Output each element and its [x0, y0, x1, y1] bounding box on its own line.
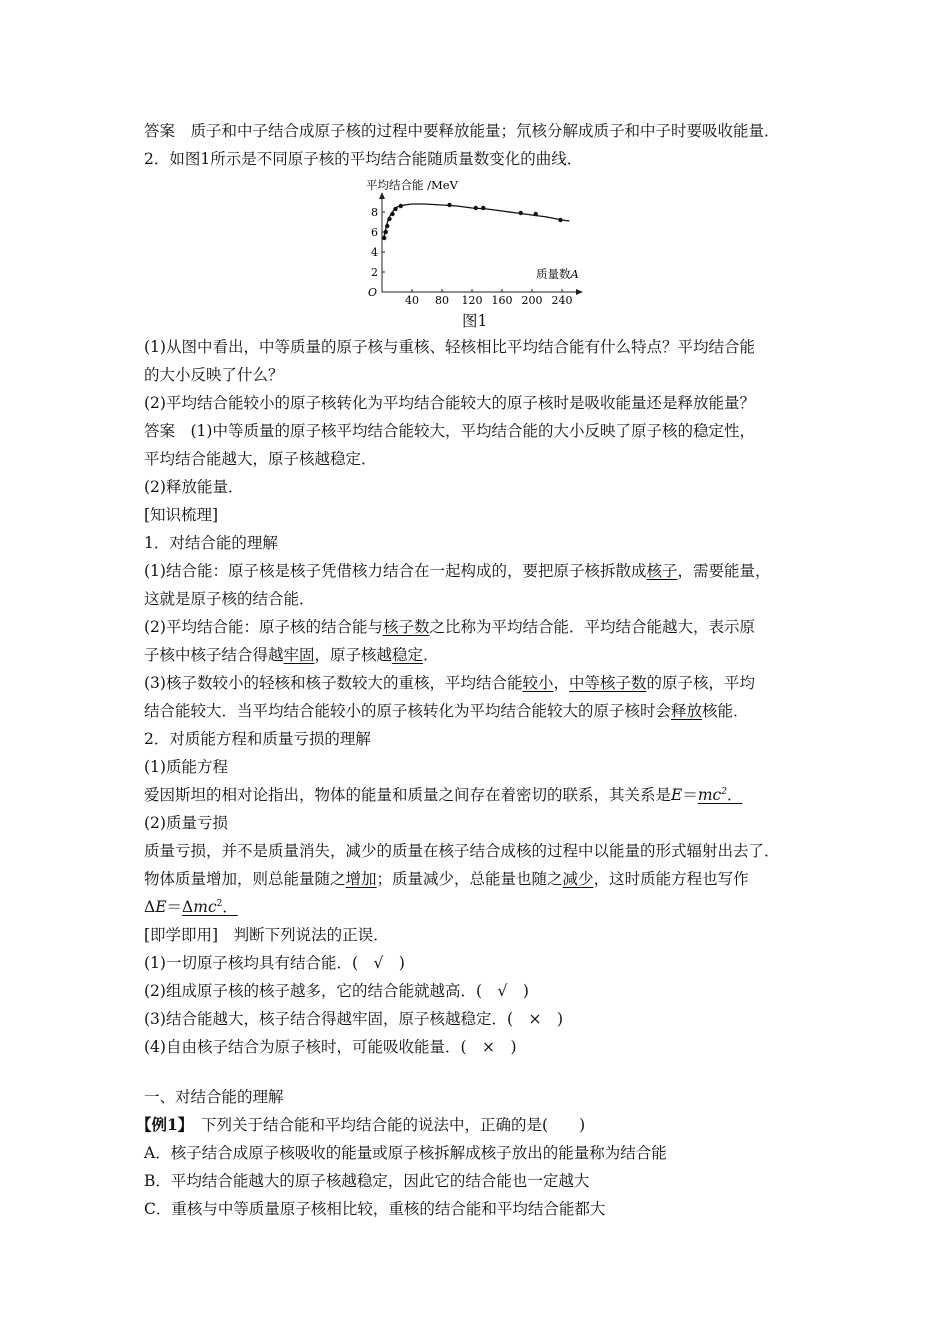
subheading-mass-energy-equation: (1)质能方程: [144, 758, 228, 776]
binding-energy-chart: [360, 174, 590, 304]
paragraph-1-line-1: (1)结合能：原子核是核子凭借核力结合在一起构成的，要把原子核拆散成核子，需要能量，: [144, 562, 771, 580]
paragraph-2-line-2: 子核中核子结合得越牢固，原子核越稳定．: [144, 646, 439, 664]
option-b: B．平均结合能越大的原子核越稳定，因此它的结合能也一定越大: [144, 1172, 590, 1190]
example-1: 【例1】 下列关于结合能和平均结合能的说法中，正确的是( ): [136, 1115, 586, 1134]
einstein-line: 爱因斯坦的相对论指出，物体的能量和质量之间存在着密切的联系，其关系是$E=mc^2$．: [144, 786, 743, 804]
y-axis-label: 平均结合能 /MeV: [366, 178, 458, 192]
blank-decrease: 减少: [562, 870, 594, 888]
blank-smaller: 较小: [522, 674, 554, 692]
blank-delta-mc2: Δmc$^2$．: [182, 898, 238, 916]
blank-nucleon-number: 核子数: [382, 618, 430, 636]
mass-defect-equation: ΔE＝Δmc$^2$．: [144, 898, 238, 916]
heading-binding-energy: 1．对结合能的理解: [144, 534, 278, 552]
blank-mc2: $mc^2$．: [697, 786, 743, 804]
answer-2: (2)释放能量．: [144, 478, 244, 496]
x-tick-label: 200: [521, 294, 543, 304]
paragraph-1-line-2: 这就是原子核的结合能．: [144, 590, 315, 608]
section-heading-1: 一、对结合能的理解: [144, 1088, 284, 1106]
data-point: [399, 204, 403, 208]
blank-nucleon: 核子: [646, 562, 678, 580]
data-point: [390, 212, 394, 216]
x-ticks: [405, 289, 573, 304]
paragraph-3-line-2: 结合能较大．当平均结合能较小的原子核转化为平均结合能较大的原子核时会释放核能．: [144, 702, 749, 720]
judge-item-3: (3)结合能越大，核子结合得越牢固，原子核越稳定．( × ): [144, 1010, 564, 1028]
option-c: C．重核与中等质量原子核相比较，重核的结合能和平均结合能都大: [144, 1200, 606, 1218]
answer-line-1: 答案 质子和中子结合成原子核的过程中要释放能量；氘核分解成质子和中子时要吸收能量．: [144, 122, 780, 140]
x-tick-label: 80: [435, 294, 449, 304]
data-point: [385, 224, 389, 228]
x-axis-label: 质量数A: [536, 267, 579, 281]
data-point: [519, 211, 523, 215]
data-point: [393, 207, 397, 211]
data-point: [558, 218, 562, 222]
y-tick-label: 8: [371, 206, 378, 219]
paragraph-2-line-1: (2)平均结合能：原子核的结合能与核子数之比称为平均结合能．平均结合能越大，表示原: [144, 618, 755, 636]
data-point: [534, 212, 538, 216]
judge-item-1: (1)一切原子核均具有结合能．( √ ): [144, 954, 405, 972]
mass-defect-line-2: 物体质量增加，则总能量随之增加；质量减少，总能量也随之减少，这时质能方程也写作: [144, 870, 749, 888]
question-1-line-1: (1)从图中看出，中等质量的原子核与重核、轻核相比平均结合能有什么特点？平均结合能: [144, 338, 755, 356]
example-tag: 【例1】: [136, 1115, 186, 1134]
answer-1-line-1: 答案 (1)中等质量的原子核平均结合能较大，平均结合能的大小反映了原子核的稳定性，: [144, 422, 755, 440]
data-point: [474, 206, 478, 210]
figure-caption: 图1: [462, 312, 488, 330]
x-tick-label: 160: [491, 294, 513, 304]
y-tick-label: 4: [371, 246, 378, 259]
section-practice: [即学即用] 判断下列说法的正误．: [144, 926, 389, 944]
x-tick-label: 120: [461, 294, 483, 304]
data-point: [384, 230, 388, 234]
data-point: [382, 236, 386, 240]
question-2-intro: 2．如图1所示是不同原子核的平均结合能随质量数变化的曲线．: [144, 150, 583, 168]
option-a: A．核子结合成原子核吸收的能量或原子核拆解成核子放出的能量称为结合能: [144, 1144, 667, 1162]
blank-increase: 增加: [345, 870, 377, 888]
x-tick-label: 240: [551, 294, 573, 304]
judge-item-4: (4)自由核子结合为原子核时，可能吸收能量．( × ): [144, 1038, 517, 1056]
y-tick-label: 2: [371, 266, 378, 279]
paragraph-3-line-1: (3)核子数较小的轻核和核子数较大的重核，平均结合能较小，中等核子数的原子核，平均: [144, 674, 756, 692]
data-point: [481, 206, 485, 210]
mass-defect-line-1: 质量亏损，并不是质量消失，减少的质量在核子结合成核的过程中以能量的形式辐射出去了．: [144, 842, 780, 860]
y-tick-label: 6: [371, 226, 378, 239]
y-ticks: [371, 206, 385, 279]
answer-1-line-2: 平均结合能越大，原子核越稳定．: [144, 450, 377, 468]
judge-item-2: (2)组成原子核的核子越多，它的结合能就越高．( √ ): [144, 982, 529, 1000]
x-tick-label: 40: [405, 294, 419, 304]
subheading-mass-defect: (2)质量亏损: [144, 814, 228, 832]
origin-label: O: [368, 286, 378, 299]
blank-firm: 牢固: [283, 646, 315, 664]
data-point: [387, 217, 391, 221]
data-point: [447, 203, 451, 207]
heading-mass-energy: 2．对质能方程和质量亏损的理解: [144, 730, 371, 748]
section-knowledge: [知识梳理]: [144, 506, 219, 524]
blank-medium-nucleon: 中等核子数: [569, 674, 647, 692]
question-1-line-2: 的大小反映了什么？: [144, 366, 284, 384]
blank-stable: 稳定: [392, 646, 424, 664]
blank-release: 释放: [671, 702, 703, 720]
question-2: (2)平均结合能较小的原子核转化为平均结合能较大的原子核时是吸收能量还是释放能量？: [144, 394, 755, 412]
